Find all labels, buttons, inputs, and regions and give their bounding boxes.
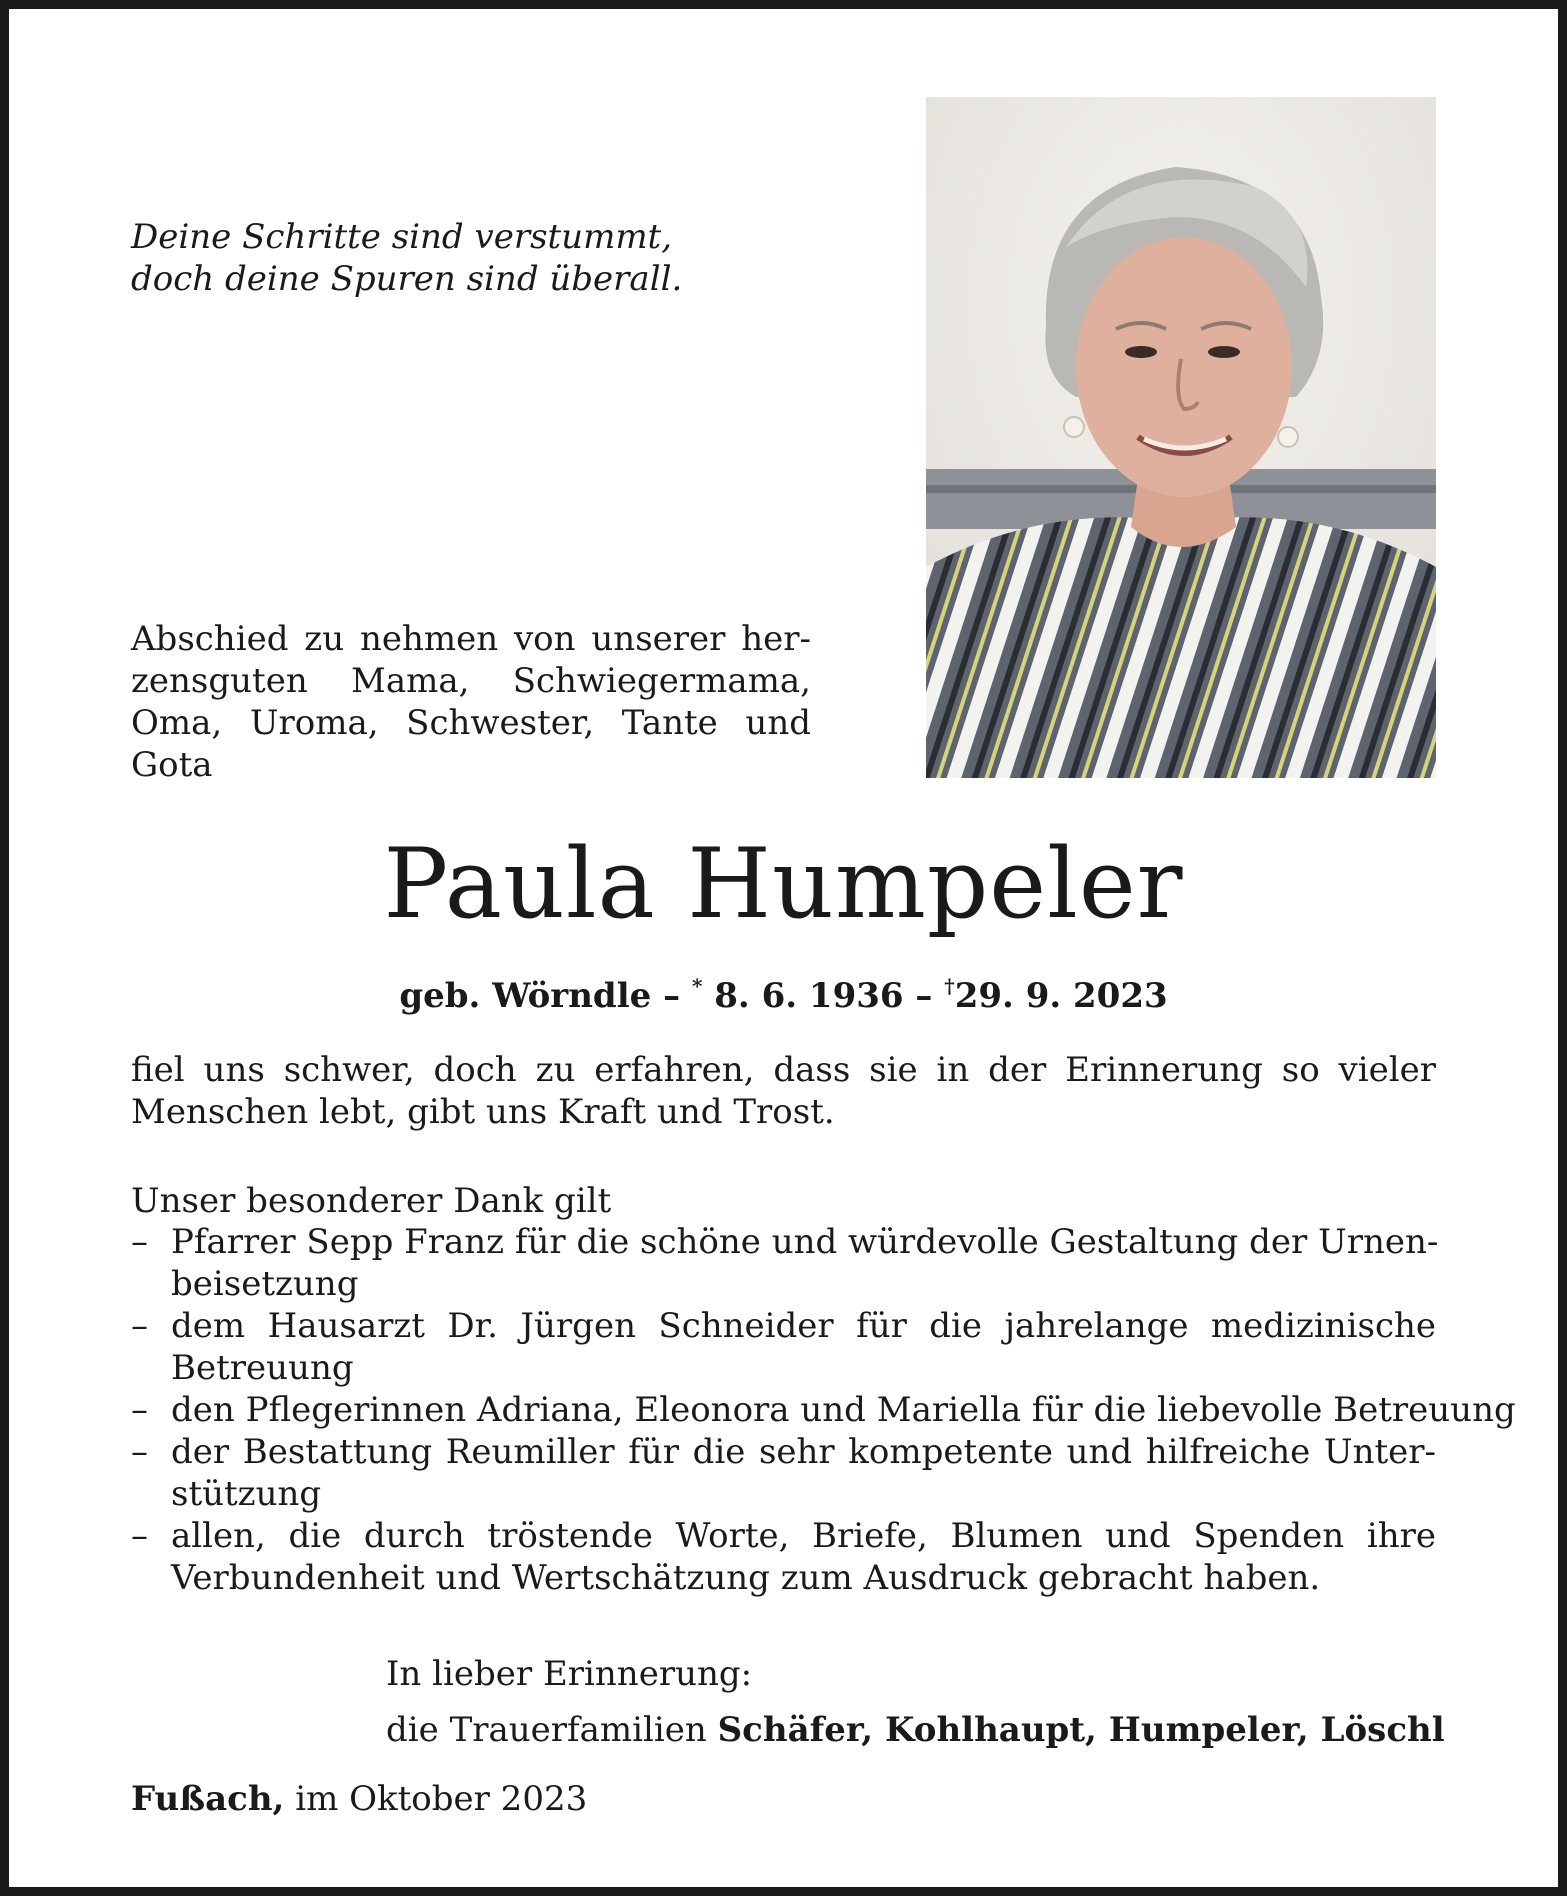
- died-symbol: †: [944, 974, 955, 998]
- thanks-item: [131, 1389, 1516, 1431]
- intro-line: Oma, Uroma, Schwester, Tante und: [131, 703, 811, 743]
- quote-line: Deine Schritte sind verstummt,: [131, 217, 673, 257]
- paragraph-line: fiel uns schwer, doch zu erfahren, dass sie in der Erinnerung so vieler: [131, 1050, 1436, 1090]
- thanks-item: [131, 1305, 1436, 1389]
- family-names: Schäfer, Kohlhaupt, Humpeler, Löschl: [717, 1710, 1445, 1750]
- thanks-item: [131, 1431, 1436, 1515]
- list-dash: –: [131, 1432, 148, 1472]
- thanks-item-line: allen, die durch tröstende Worte, Briefe, Blumen und Spenden ihre: [171, 1516, 1436, 1556]
- dates-separator: –: [915, 976, 933, 1016]
- thanks-item: [131, 1515, 1436, 1599]
- place-date: [131, 1778, 587, 1820]
- thanks-item-line: beisetzung: [171, 1264, 359, 1304]
- thanks-item-line: Pfarrer Sepp Franz für die schöne und würdevolle Gestaltung der Urnen-: [171, 1222, 1439, 1262]
- thanks-item-line: dem Hausarzt Dr. Jürgen Schneider für die jahrelange medizinische: [171, 1306, 1436, 1346]
- memorial-quote: [131, 216, 771, 300]
- intro-line: Gota: [131, 745, 213, 785]
- list-dash: –: [131, 1222, 148, 1262]
- thanks-list: [131, 1221, 1516, 1599]
- place-town: Fußach,: [131, 1779, 285, 1819]
- main-paragraph: [131, 1049, 1436, 1133]
- thanks-heading: Unser besonderer Dank gilt: [131, 1181, 612, 1221]
- intro-line: zensguten Mama, Schwiegermama,: [131, 661, 811, 701]
- thanks-item-line: der Bestattung Reumiller für die sehr kompetente und hilfreiche Unter-: [171, 1432, 1436, 1472]
- thanks-item-line: stützung: [171, 1474, 322, 1514]
- paragraph-line: Menschen lebt, gibt uns Kraft und Trost.: [131, 1092, 835, 1132]
- birth-name: geb. Wörndle: [399, 976, 652, 1016]
- list-dash: –: [131, 1306, 148, 1346]
- deceased-name: Paula Humpeler: [383, 828, 1184, 940]
- thanks-item: [131, 1221, 1439, 1305]
- dates-separator: –: [663, 976, 681, 1016]
- portrait-photo: [926, 97, 1436, 778]
- intro-text: [131, 618, 811, 786]
- list-dash: –: [131, 1516, 148, 1556]
- family-prefix: die Trauerfamilien: [386, 1710, 707, 1750]
- thanks-item-line: den Pflegerinnen Adriana, Eleonora und Mariella für die liebevolle Betreuung: [171, 1390, 1516, 1430]
- thanks-item-line: Betreuung: [171, 1348, 354, 1388]
- closing-block: [386, 1646, 1445, 1758]
- closing-line: In lieber Erinnerung:: [386, 1654, 753, 1694]
- intro-line: Abschied zu nehmen von unserer her-: [131, 619, 811, 659]
- place-date-text: im Oktober 2023: [295, 1779, 588, 1819]
- life-dates: [9, 964, 1558, 1018]
- death-date: 29. 9. 2023: [954, 976, 1168, 1016]
- list-dash: –: [131, 1390, 148, 1430]
- birth-date: 8. 6. 1936: [714, 976, 904, 1016]
- thanks-item-line: Verbundenheit und Wertschätzung zum Ausdruck gebracht haben.: [171, 1558, 1321, 1598]
- born-symbol: *: [691, 974, 703, 998]
- family-line: [386, 1702, 1445, 1758]
- quote-line: doch deine Spuren sind überall.: [131, 259, 683, 299]
